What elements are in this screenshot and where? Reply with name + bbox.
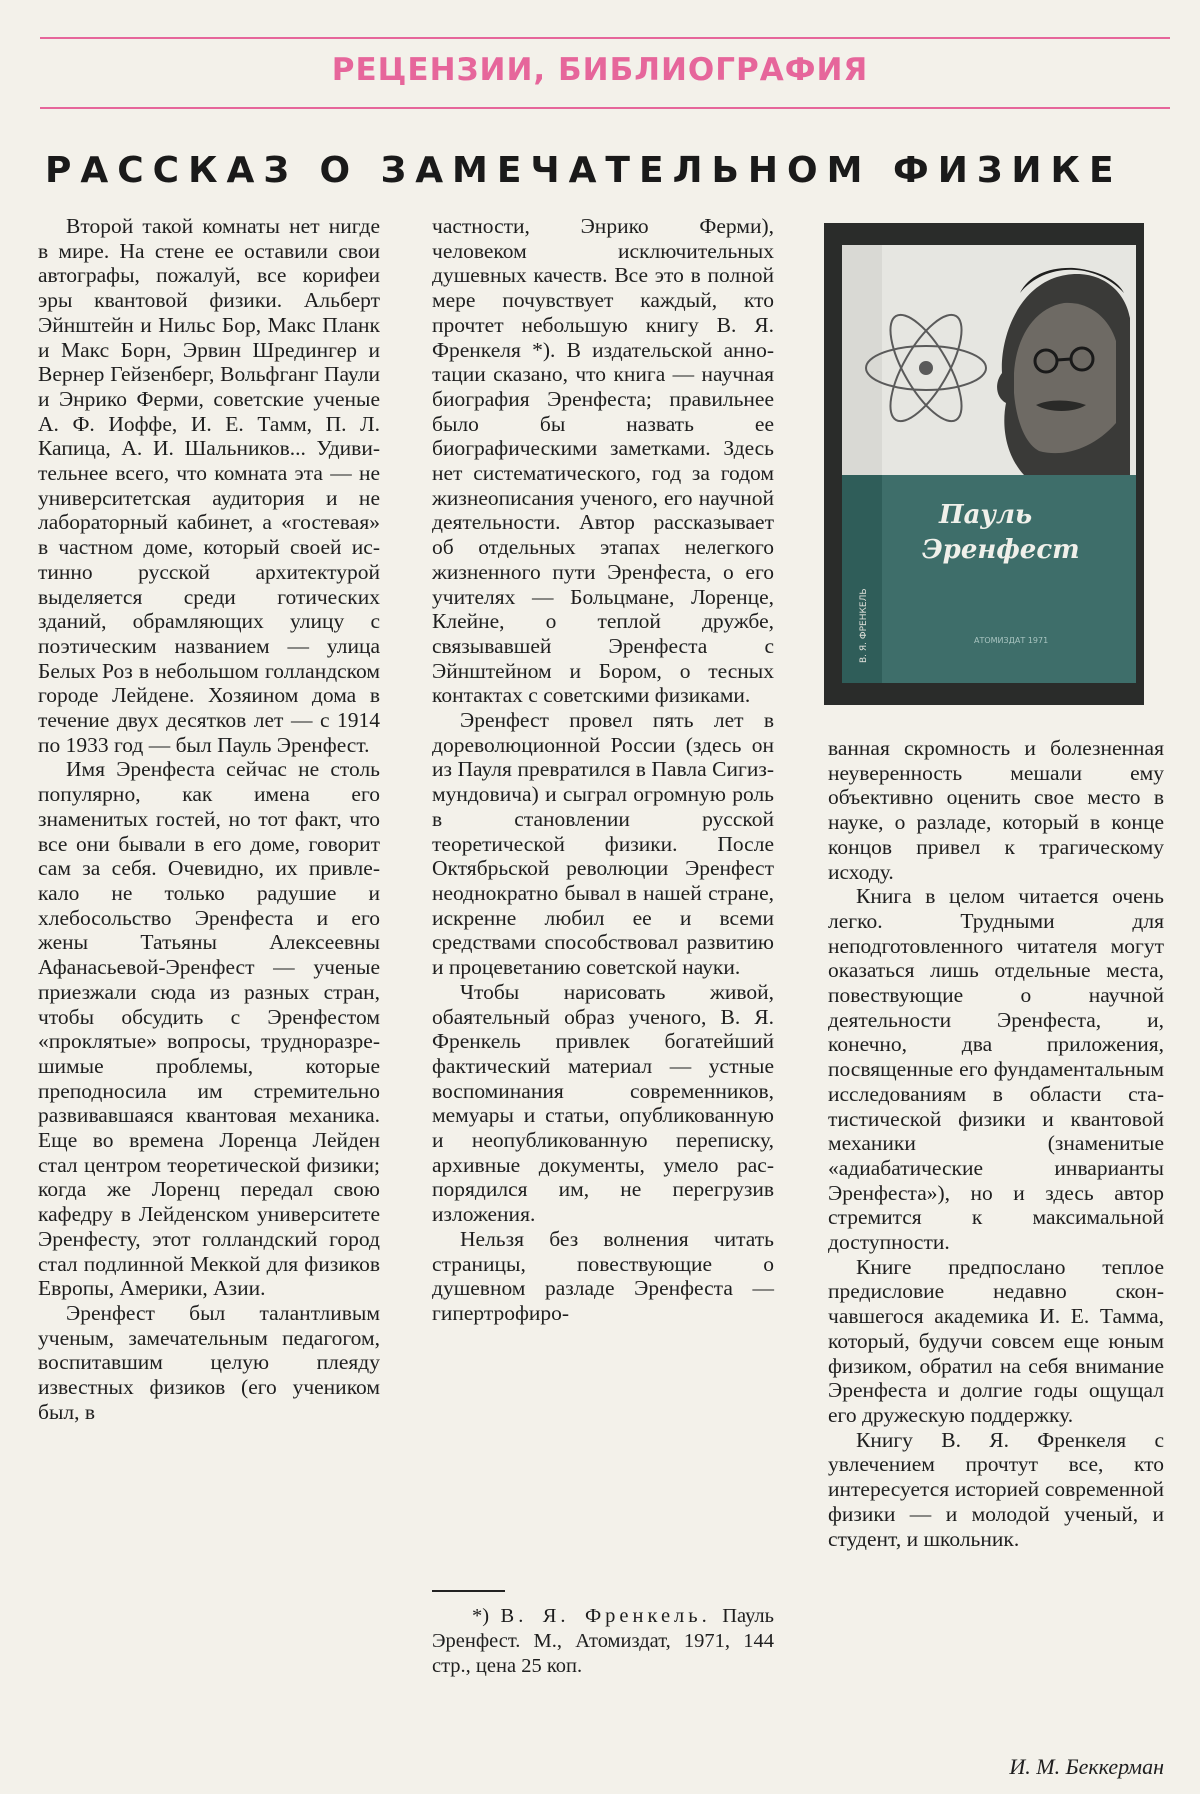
paragraph: Эренфест был талантливым ученым, замечательным педагогом, воспитавшим целую плеяду известных физиков (его учеником был, в — [38, 1300, 380, 1424]
paragraph: Чтобы нарисовать живой, обаятельный образ ученого, В. Я. Френкель привлек богатейший фактический материал — устные воспоминания современников, мемуары и статьи, опубликованную и неопубликованную переписку, архивные документы, умело распорядился им, не перегрузив изложения. — [432, 979, 774, 1227]
column-1 — [38, 214, 380, 1424]
paragraph: частности, Энрико Ферми), человеком исключительных душевных качеств. Все это в полной мере почувствует каждый, кто прочтет небольшую книгу В. Я. Френкеля *). В издательской аннотации сказано, что книга — научная биография Эренфеста; правильнее было бы назвать ее биографическими заметками. Здесь нет систематического, год за годом жизнеописания ученого, его научной деятельности. Автор рассказывает об отдельных этапах нелегкого жизненного пути Эренфеста, о его учителях — Больцмане, Лоренце, Клейне, о теплой дружбе, связывавшей Эренфеста с Эйнштейном и Бором, о тесных контактах с советскими физиками. — [432, 214, 774, 708]
paragraph: Нельзя без волнения читать страницы, повествующие о душевном разладе Эренфеста — гипертрофиро- — [432, 1226, 774, 1325]
paragraph: ванная скромность и болезненная неуверенность мешали ему объективно оценить свое место в науке, о разладе, который в конце концов привел к трагическому исходу. — [828, 736, 1164, 884]
footnote-author: В. Я. Френкель. — [500, 1605, 711, 1627]
top-pink-rule — [40, 37, 1170, 39]
book-spine-top — [842, 245, 882, 475]
footnote-divider — [432, 1590, 505, 1592]
paragraph: Эренфест провел пять лет в дореволюционной России (здесь он из Пауля превратился в Павла Сигизмундовича) и сыграл огромную роль в становлении русской теоретической физики. После Октябрьской революции Эренфест неоднократно бывал в нашей стране, искренне любил ее и всеми средствами способствовал развитию и процеветанию советской науки. — [432, 708, 774, 980]
book-cover-illustration — [824, 223, 1144, 705]
footnote — [432, 1604, 774, 1679]
author-signature: И. М. Беккерман — [1009, 1754, 1164, 1779]
footnote-citation: Пауль Эренфест. М., Атомиздат, 1971, 144 стр., цена 25 коп. — [432, 1605, 774, 1677]
paragraph: Книгу В. Я. Френкеля с увлечением прочтут все, кто интересуется историей современной физики — и молодой ученый, и студент, и школьник. — [828, 1427, 1164, 1551]
column-2 — [432, 214, 774, 1326]
book-spine-author: В. Я. ФРЕНКЕЛЬ — [859, 588, 869, 663]
paragraph: Имя Эренфеста сейчас не столь популярно, как имена его знаменитых гостей, но тот факт, что все они бывали в его доме, говорит сам за себя. Очевидно, их привлекало не только радушие и хлебосольство Эренфеста и его жены Татьяны Алексеевны Афанасьевой-Эренфест — ученые приезжали сюда из разных стран, чтобы обсудить с Эренфестом «проклятые» вопросы, трудноразрешимые проблемы, которые преподносила им стремительно развивавшаяся квантовая механика. Еще во времена Лоренца Лейден стал центром теоретической физики; когда же Лоренц передал свою кафедру в Лейденском университете Эренфесту, этот голландский город стал подлинной Меккой для физиков Европы, Америки, Азии. — [38, 757, 380, 1301]
bottom-pink-rule — [40, 107, 1170, 109]
book-cover-image — [824, 223, 1144, 705]
book-title-line2: Эренфест — [922, 535, 1080, 565]
book-publisher: АТОМИЗДАТ 1971 — [974, 636, 1049, 645]
column-3 — [828, 736, 1164, 1551]
paragraph: Книга в целом читается очень легко. Трудными для неподготовленного читателя могут оказаться лишь отдельные места, повествующие о научной деятельности Эренфеста, и, конечно, два приложения, посвященные его фундаментальным исследованиям в области статистической физики и квантовой механики (знаменитые «адиабатические инварианты Эренфеста»), но и здесь автор стремится к максимальной доступности. — [828, 884, 1164, 1255]
paragraph: Второй такой комнаты нет нигде в мире. На стене ее оставили свои автографы, пожалуй, все корифеи эры квантовой физики. Альберт Эйнштейн и Нильс Бор, Макс Планк и Макс Борн, Эрвин Шредингер и Вернер Гейзенберг, Вольфганг Паули и Энрико Ферми, советские ученые А. Ф. Иоффе, И. Е. Тамм, П. Л. Капица, А. И. Шальников... Удивительнее всего, что комната эта — не университетская аудитория и не лабораторный кабинет, а «гостевая» в частном доме, который своей истинно русской архитектурой выделяется среди готических зданий, обрамляющих улицу с поэтическим названием — улица Белых Роз в небольшом голландском городе Лейдене. Хозяином дома в течение двух десятков лет — с 1914 по 1933 год — был Пауль Эренфест. — [38, 214, 380, 757]
book-title-line1: Пауль — [939, 500, 1033, 530]
paragraph: Книге предпослано теплое предисловие недавно скончавшегося академика И. Е. Тамма, который, будучи совсем еще юным физиком, обратил на себя внимание Эренфеста и долгие годы ощущал его дружескую поддержку. — [828, 1254, 1164, 1427]
footnote-marker: *) — [472, 1605, 490, 1627]
article-headline: РАССКАЗ О ЗАМЕЧАТЕЛЬНОМ ФИЗИКЕ — [45, 150, 1123, 191]
section-title: РЕЦЕНЗИИ, БИБЛИОГРАФИЯ — [331, 52, 869, 88]
